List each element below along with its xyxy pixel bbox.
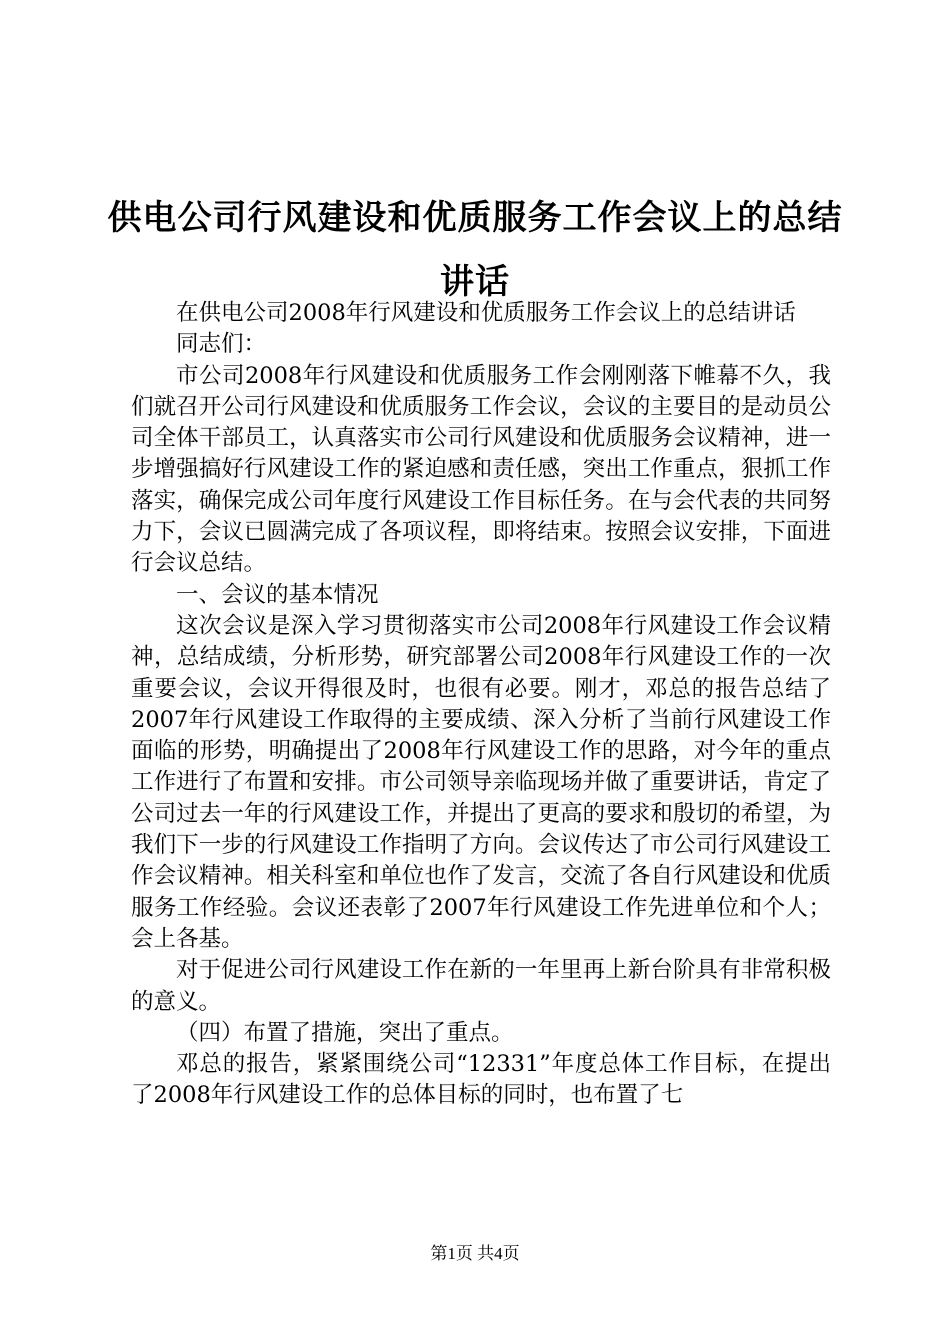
- paragraph-significance: 对于促进公司行风建设工作在新的一年里再上新台阶具有非常积极的意义。: [131, 957, 831, 1015]
- paragraph-measures: 邓总的报告，紧紧围绕公司“12331”年度总体工作目标，在提出了2008年行风建设工作的总体目标的同时，也布置了七: [131, 1051, 831, 1109]
- section-heading-basic-situation: 一、会议的基本情况: [176, 581, 379, 608]
- document-title: 供电公司行风建设和优质服务工作会议上的总结讲话: [107, 198, 843, 302]
- paragraph-salutation: 同志们：: [176, 331, 267, 358]
- document-body: [131, 298, 831, 1112]
- subsection-heading-measures: （四）布置了措施，突出了重点。: [176, 1019, 514, 1046]
- paragraph-basic-situation: 这次会议是深入学习贯彻落实市公司2008年行风建设工作会议精神，总结成绩，分析形势，研究部署公司2008年行风建设工作的一次重要会议，会议开得很及时，也很有必要。刚才，邓总的报告总结了2007年行风建设工作取得的主要成绩、深入分析了当前行风建设工作面临的形势，明确提出了2008年行风建设工作的思路，对今年的重点工作进行了布置和安排。市公司领导亲临现场并做了重要讲话，肯定了公司过去一年的行风建设工作，并提出了更高的要求和殷切的希望，为我们下一步的行风建设工作指明了方向。会议传达了市公司行风建设工作会议精神。相关科室和单位也作了发言，交流了各自行风建设和优质服务工作经验。会议还表彰了2007年行风建设工作先进单位和个人；会上各基。: [131, 612, 831, 952]
- page-footer: [0, 1242, 950, 1266]
- paragraph-intro: 市公司2008年行风建设和优质服务工作会刚刚落下帷幕不久，我们就召开公司行风建设和优质服务工作会议，会议的主要目的是动员公司全体干部员工，认真落实市公司行风建设和优质服务会议精神，进一步增强搞好行风建设工作的紧迫感和责任感，突出工作重点，狠抓工作落实，确保完成公司年度行风建设工作目标任务。在与会代表的共同努力下，会议已圆满完成了各项议程，即将结束。按照会议安排，下面进行会议总结。: [131, 362, 831, 577]
- paragraph-subtitle: 在供电公司2008年行风建设和优质服务工作会议上的总结讲话: [176, 300, 796, 326]
- page-number-label: 第1页 共4页: [430, 1244, 520, 1263]
